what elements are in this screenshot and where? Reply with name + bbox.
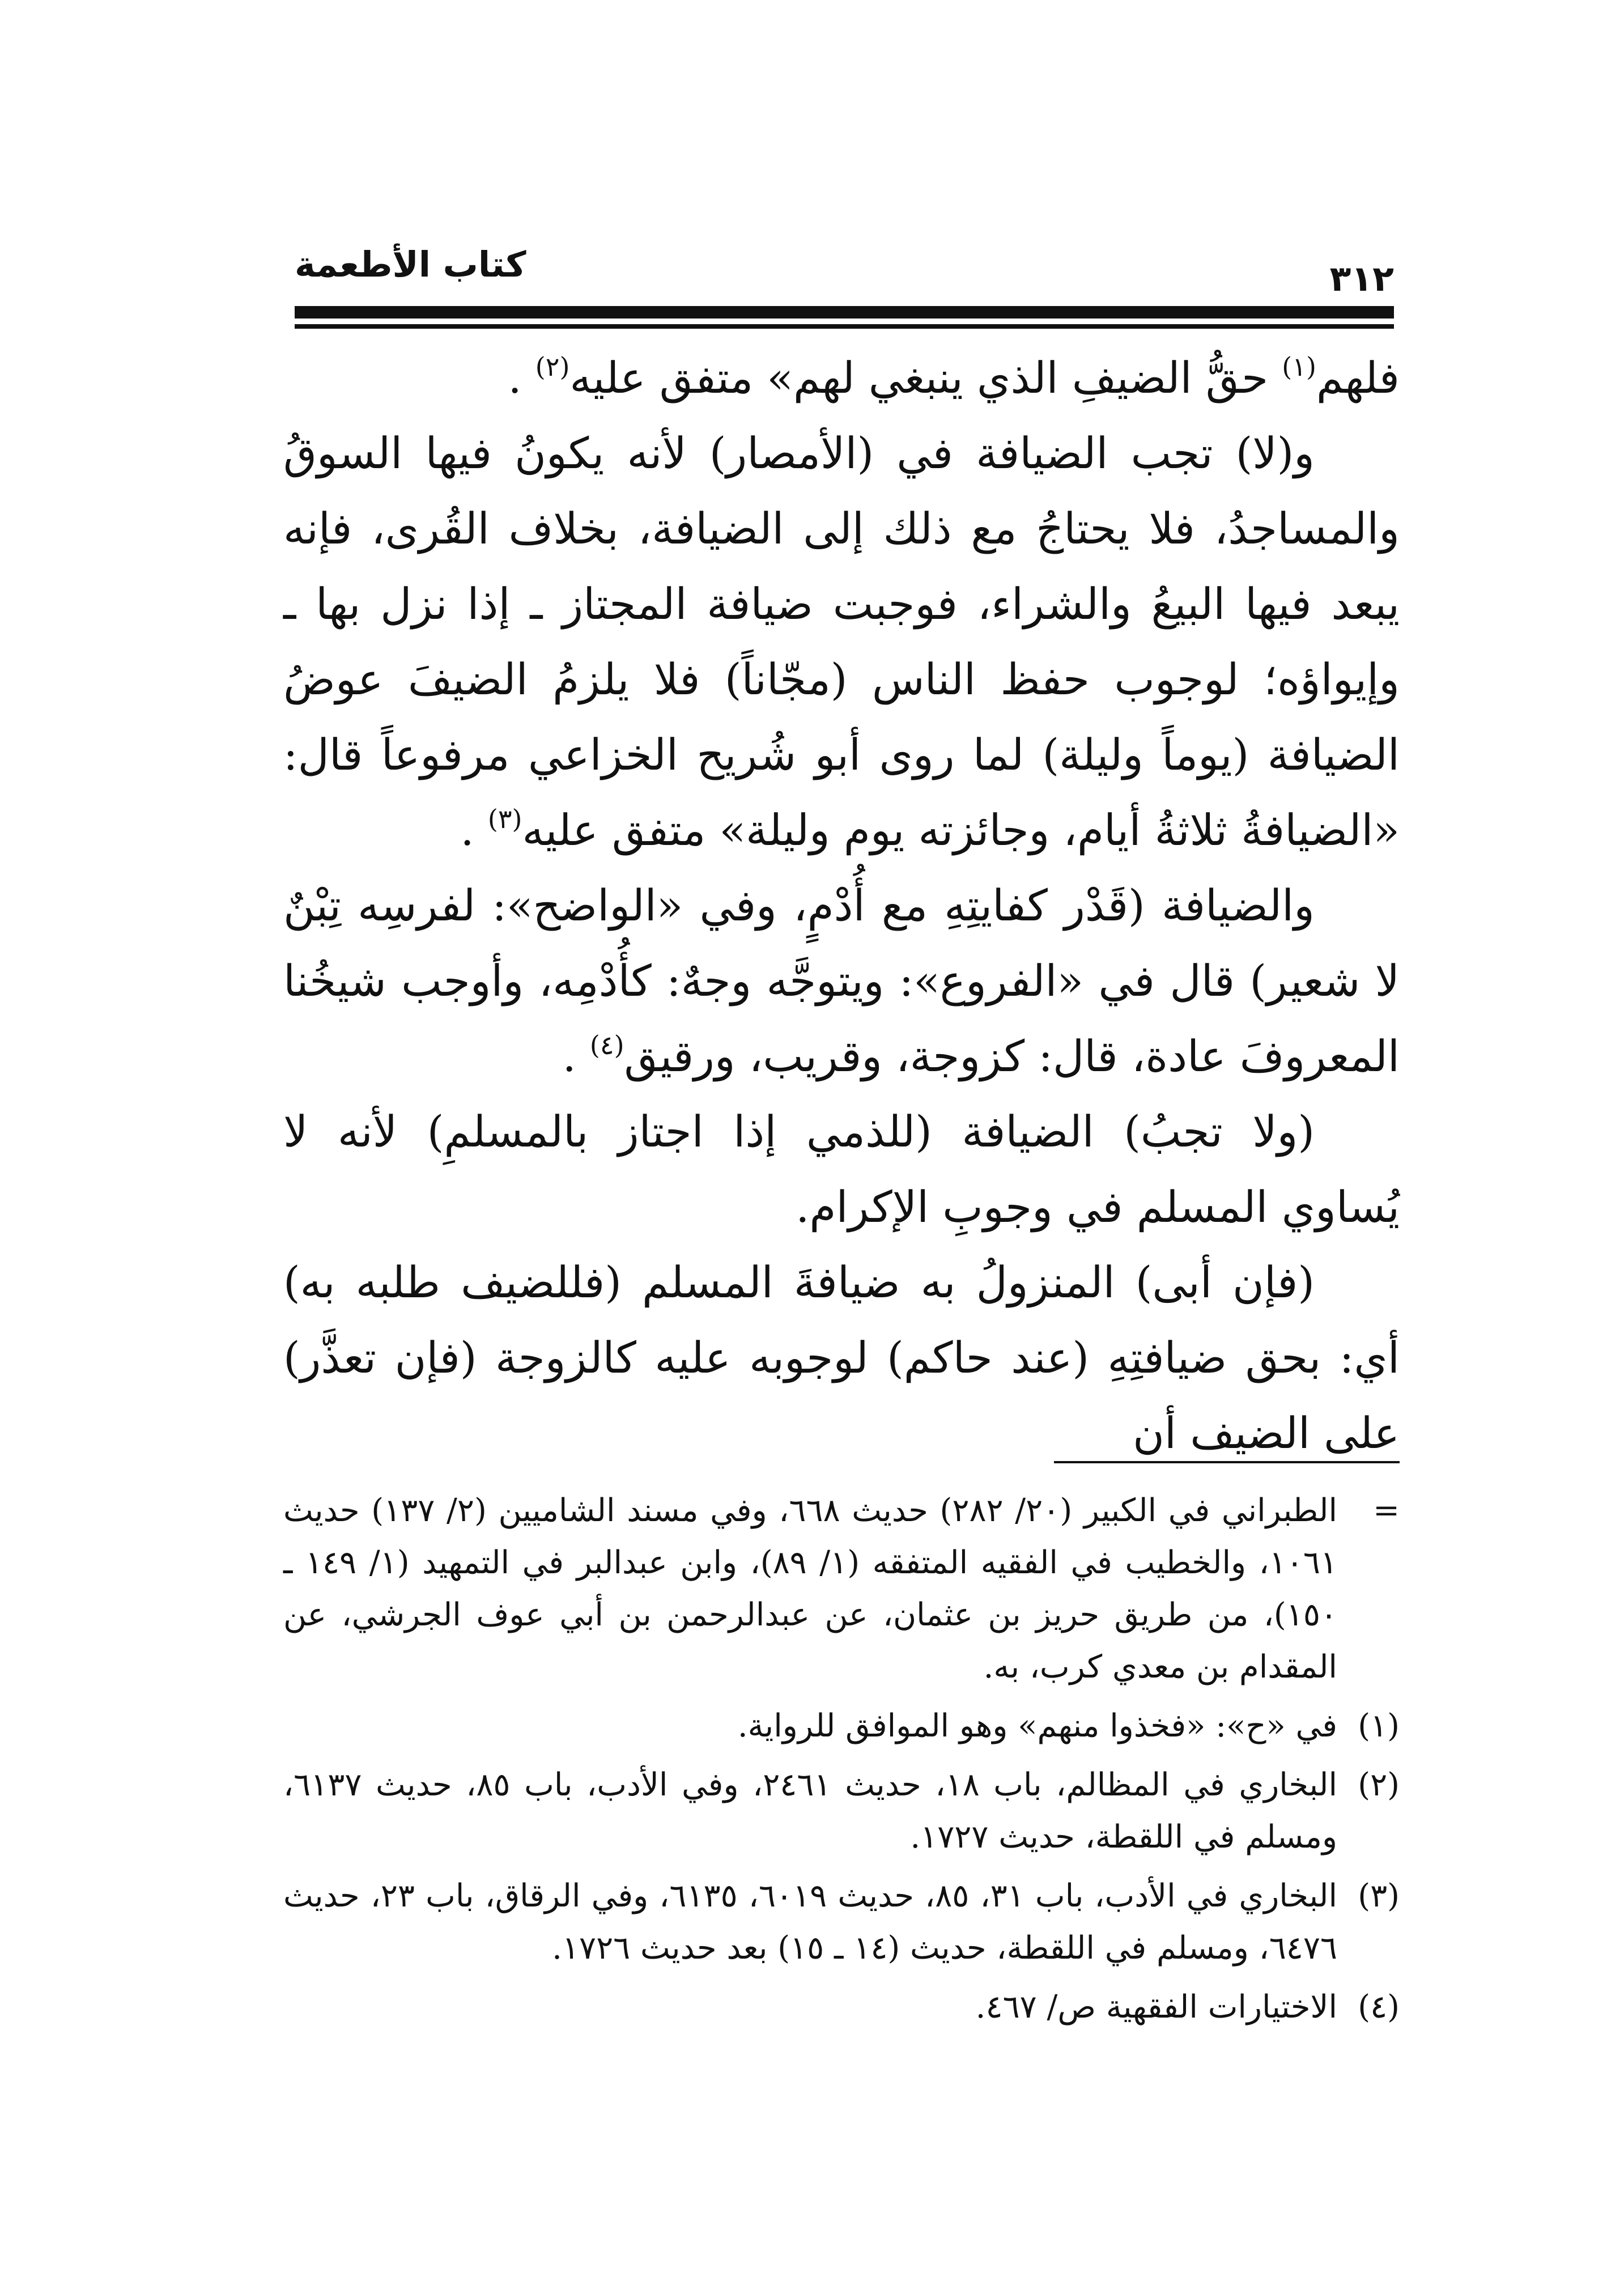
- paragraph-3-tail: .: [562, 1031, 590, 1081]
- footnote-text: البخاري في الأدب، باب ٣١، ٨٥، حديث ٦٠١٩، ٦١٣٥، وفي الرقاق، باب ٢٣، حديث ٦٤٧٦، ومسلم في اللقطة، حديث (١٤ ـ ١٥) بعد حديث ١٧٢٦.: [283, 1878, 1338, 1967]
- footnote-3: [283, 1870, 1400, 1974]
- paragraph-4: [283, 1094, 1400, 1245]
- running-header: [295, 238, 1394, 306]
- paragraph-2-tail: .: [460, 805, 488, 855]
- footnote-mark: (١): [1358, 1708, 1400, 1744]
- footnotes: [283, 1485, 1400, 2040]
- paragraph-1-text-a: فلهم: [1316, 353, 1400, 403]
- paragraph-1-text-b: حقُّ الضيفِ الذي ينبغي لهم» متفق عليه: [569, 353, 1282, 403]
- footnote-ref-3: (٣): [487, 804, 522, 834]
- footnote-1: [283, 1700, 1400, 1752]
- footnote-text: الاختيارات الفقهية ص/ ٤٦٧.: [975, 1989, 1337, 2026]
- paragraph-3-text: والضيافة (قَدْر كفايتِهِ مع أُدْمٍ، وفي «الواضح»: لفرسِه تِبْنٌ لا شعير) قال في «الفروع»: ويتوجَّه وجهٌ: كأُدْمِه، وأوجب شيخُنا المعروفَ عادة، قال: كزوجة، وقريب، ورقيق: [283, 880, 1400, 1081]
- footnote-text: الطبراني في الكبير (٢٠/ ٢٨٢) حديث ٦٦٨، وفي مسند الشاميين (٢/ ١٣٧) حديث ١٠٦١، والخطيب في الفقيه المتفقه (١/ ٨٩)، وابن عبدالبر في التمهيد (١/ ١٤٩ ـ ١٥٠)، من طريق حريز بن عثمان، عن عبدالرحمن بن أبي عوف الجرشي، عن المقدام بن معدي كرب، به.: [283, 1492, 1338, 1685]
- footnote-separator: [1054, 1461, 1400, 1463]
- footnote-mark: (٤): [1358, 1989, 1400, 2026]
- footnote-continuation: [283, 1485, 1400, 1693]
- book-title: كتاب الأطعمة: [295, 244, 526, 285]
- paragraph-1: [283, 340, 1400, 415]
- paragraph-4-text: (ولا تجبُ) الضيافة (للذمي إذا اجتاز بالمسلمِ) لأنه لا يُساوي المسلم في وجوبِ الإكرام.: [283, 1106, 1400, 1232]
- footnote-ref-2: (٢): [535, 351, 570, 382]
- paragraph-2: [283, 415, 1400, 868]
- paragraph-2-text: و(لا) تجب الضيافة في (الأمصار) لأنه يكونُ فيها السوقُ والمساجدُ، فلا يحتاجُ مع ذلك إلى الضيافة، بخلاف القُرى، فإنه يبعد فيها البيعُ والشراء، فوجبت ضيافة المجتاز ـ إذا نزل بها ـ وإيواؤه؛ لوجوب حفظ الناس (مجّاناً) فلا يلزمُ الضيفَ عوضُ الضيافة (يوماً وليلة) لما روى أبو شُريح الخزاعي مرفوعاً قال: «الضيافةُ ثلاثةُ أيام، وجائزته يوم وليلة» متفق عليه: [283, 428, 1400, 855]
- page-number: ٣١٢: [1329, 258, 1394, 299]
- header-rule-thin: [295, 324, 1394, 329]
- footnote-mark: (٣): [1358, 1878, 1400, 1914]
- main-text: [283, 340, 1400, 1471]
- footnote-4: [283, 1981, 1400, 2033]
- paragraph-3: [283, 868, 1400, 1094]
- footnote-text: في «ح»: «فخذوا منهم» وهو الموافق للرواية.: [737, 1708, 1337, 1744]
- paragraph-5: [283, 1245, 1400, 1471]
- header-rule-thick: [295, 306, 1394, 319]
- footnote-2: [283, 1759, 1400, 1863]
- footnote-ref-4: (٤): [589, 1030, 624, 1060]
- paragraph-1-text-c: .: [508, 353, 535, 403]
- footnote-text: البخاري في المظالم، باب ١٨، حديث ٢٤٦١، وفي الأدب، باب ٨٥، حديث ٦١٣٧، ومسلم في اللقطة، حديث ١٧٢٧.: [283, 1767, 1338, 1855]
- footnote-mark: (٢): [1358, 1767, 1400, 1803]
- paragraph-5-text: (فإن أبى) المنزولُ به ضيافةَ المسلم (فللضيف طلبه به) أي: بحق ضيافتِهِ (عند حاكم) لوجوبه عليه كالزوجة (فإن تعذَّر) على الضيف أن: [283, 1257, 1400, 1458]
- footnote-ref-1: (١): [1282, 351, 1316, 382]
- footnote-mark: =: [1373, 1492, 1400, 1529]
